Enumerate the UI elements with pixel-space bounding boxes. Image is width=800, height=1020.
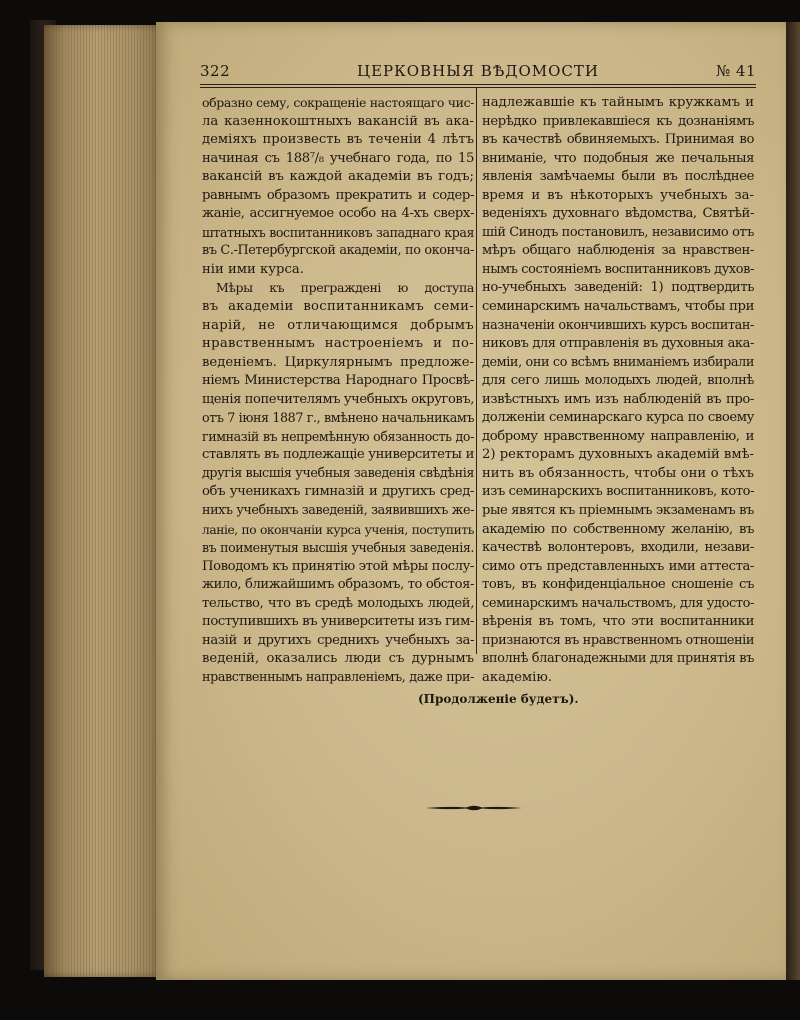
text-line: для сего лишь молодыхъ людей, вполнѣ	[482, 373, 754, 389]
text-line: надлежавшіе къ тайнымъ кружкамъ и	[482, 95, 754, 110]
text-line: вѣренія въ томъ, что эти воспитанники	[482, 614, 754, 630]
continued-note: (Продолженіе будетъ).	[418, 692, 579, 706]
text-line: деміяхъ произвесть въ теченіи 4 лѣтъ	[202, 132, 474, 148]
text-line: академію.	[482, 669, 553, 685]
text-line: въ качествѣ обвиняемыхъ. Принимая во	[482, 132, 754, 148]
section-heading-line: нравственнымъ настроеніемъ и по-	[202, 336, 474, 352]
section-heading-line: Мѣры къ преграждені ю доступа	[216, 280, 474, 296]
left-column	[202, 94, 474, 688]
text-line: доброму нравственному направленію, и	[482, 428, 754, 444]
column-divider	[476, 88, 477, 654]
text-line: нихъ учебныхъ заведеній, заявившихъ же-	[202, 503, 474, 519]
text-line: качествѣ волонтеровъ, входили, незави-	[482, 540, 754, 556]
text-line: никовъ для отправленія въ духовныя ака-	[482, 336, 754, 352]
text-line: ніи ими курса.	[202, 261, 304, 277]
text-line: гимназій въ непремѣнную обязанность до-	[202, 428, 474, 444]
journal-title: ЦЕРКОВНЫЯ ВѢДОМОСТИ	[357, 62, 599, 80]
text-line: извѣстныхъ имъ изъ наблюденій въ про-	[482, 391, 754, 407]
text-line: товъ, въ конфиденціальное сношеніе съ	[482, 577, 754, 593]
text-line: образно сему, сокращеніе настоящаго чис-	[202, 95, 474, 110]
text-line: назначеніи окончившихъ курсъ воспитан-	[482, 317, 754, 333]
text-line: веденіемъ. Циркулярнымъ предложе-	[202, 354, 474, 370]
page-number: 322	[200, 62, 231, 80]
text-line: щенія попечителямъ учебныхъ округовъ,	[202, 391, 474, 407]
text-line: жаніе, ассигнуемое особо на 4-хъ сверх-	[202, 206, 474, 222]
text-line: вниманіе, что подобныя же печальныя	[482, 150, 754, 166]
text-line: время и въ нѣкоторыхъ учебныхъ за-	[482, 187, 754, 203]
text-line: признаются въ нравственномъ отношеніи	[482, 632, 755, 648]
text-line: нерѣдко привлекавшіеся къ дознаніямъ	[482, 113, 754, 129]
section-heading-line: въ академіи воспитанникамъ семи-	[202, 299, 474, 315]
text-line: веденіяхъ духовнаго вѣдомства, Святѣй-	[482, 206, 754, 222]
text-line: симо отъ представленныхъ ими аттеста-	[482, 558, 754, 574]
document-page	[156, 22, 786, 980]
text-line: шій Синодъ постановилъ, независимо отъ	[482, 224, 754, 240]
text-line: рые явятся къ пріемнымъ экзаменамъ въ	[482, 503, 754, 519]
text-line: нить въ обязанность, чтобы они о тѣхъ	[482, 465, 754, 481]
text-line: объ ученикахъ гимназій и другихъ сред-	[202, 484, 474, 500]
text-line: начиная съ 188⁷/₈ учебнаго года, по 15	[202, 150, 474, 166]
text-line: штатныхъ воспитанниковъ западнаго края	[202, 224, 474, 240]
text-line: въ поименутыя высшія учебныя заведенія.	[202, 540, 474, 556]
text-line: мѣръ общаго наблюденія за нравствен-	[482, 243, 754, 259]
text-line: ставлять въ подлежащіе университеты и	[202, 447, 474, 463]
page-edges	[44, 25, 162, 977]
text-line: нымъ состояніемъ воспитанниковъ духов-	[482, 261, 754, 277]
text-line: тельство, что въ средѣ молодыхъ людей,	[202, 595, 474, 611]
text-line: семинарскимъ начальствамъ, чтобы при	[482, 299, 754, 315]
text-line: академію по собственному желанію, въ	[482, 521, 754, 537]
text-line: ланіе, по окончаніи курса ученія, поступить	[202, 522, 474, 537]
adjacent-page-edge	[786, 22, 800, 980]
text-line: другія высшія учебныя заведенія свѣдѣнія	[202, 465, 474, 481]
text-line: жило, ближайшимъ образомъ, то обстоя-	[202, 577, 474, 593]
text-line: отъ 7 іюня 1887 г., вмѣнено начальникамъ	[202, 410, 474, 426]
text-line: изъ семинарскихъ воспитанниковъ, кото-	[482, 484, 755, 500]
header-rule	[200, 84, 756, 85]
issue-number: № 41	[715, 62, 756, 80]
text-line: въ С.-Петербургской академіи, по оконча-	[202, 243, 474, 259]
text-line: явленія замѣчаемы были въ послѣднее	[482, 169, 754, 185]
text-line: равнымъ образомъ прекратить и содер-	[202, 187, 474, 203]
text-line: семинарскимъ начальствомъ, для удосто-	[482, 595, 754, 611]
text-line: веденій, оказались люди съ дурнымъ	[202, 651, 474, 667]
text-line: вакансій въ каждой академіи въ годъ;	[202, 169, 474, 185]
text-line: ніемъ Министерства Народнаго Просвѣ-	[202, 373, 474, 389]
text-line: вполнѣ благонадежными для принятія въ	[482, 651, 754, 667]
text-line: ла казеннокоштныхъ вакансій въ ака-	[202, 113, 474, 129]
text-line: нравственнымъ направленіемъ, даже при-	[202, 669, 474, 685]
text-line: 2) ректорамъ духовныхъ академій вмѣ-	[482, 447, 755, 463]
text-line: назій и другихъ среднихъ учебныхъ за-	[202, 632, 474, 648]
header-rule-double	[200, 87, 756, 88]
section-heading-line: нарій, не отличающимся добрымъ	[202, 317, 474, 333]
running-header	[200, 62, 756, 84]
text-line: Поводомъ къ принятію этой мѣры послу-	[202, 558, 474, 574]
end-ornament	[426, 803, 522, 813]
text-line: но-учебныхъ заведеній: 1) подтвердить	[482, 280, 754, 296]
text-line: деміи, они со всѣмъ вниманіемъ избирали	[482, 354, 754, 370]
right-column	[482, 94, 754, 688]
text-line: поступившихъ въ университеты изъ гим-	[202, 614, 474, 630]
text-line: долженіи семинарскаго курса по своему	[482, 410, 754, 426]
